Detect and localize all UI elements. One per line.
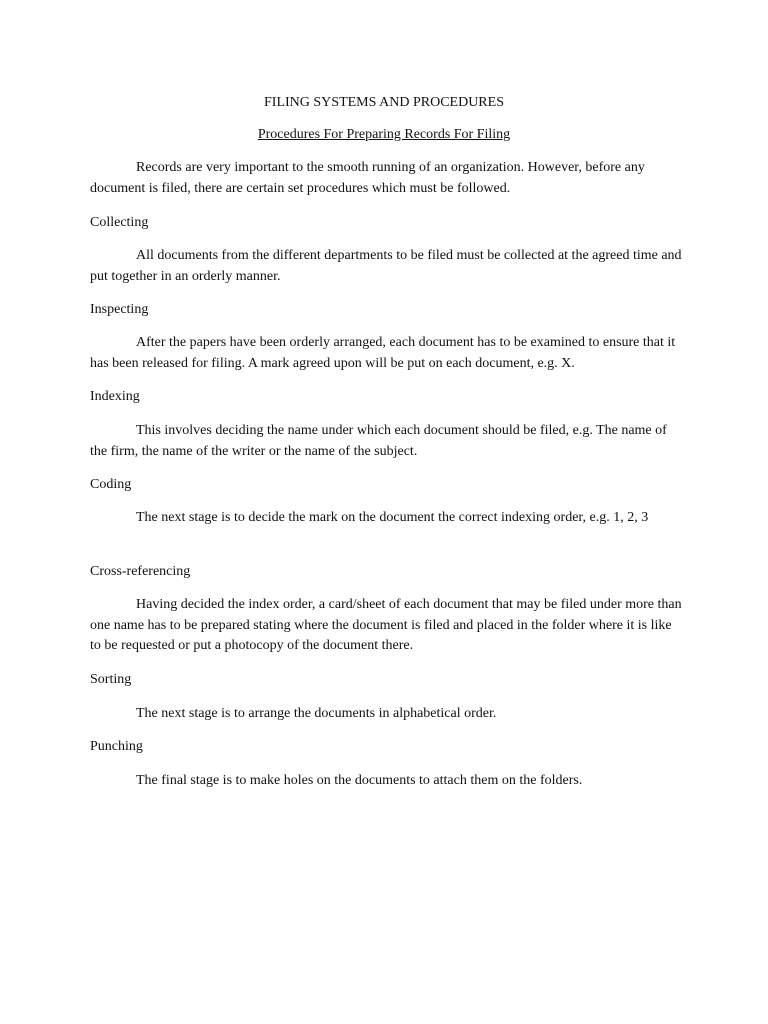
document-title: FILING SYSTEMS AND PROCEDURES — [264, 95, 504, 110]
section-text-sorting: The next stage is to arrange the documents in alphabetical order. — [136, 706, 497, 721]
section-heading-cross-referencing: Cross-referencing — [90, 564, 191, 579]
section-heading-coding: Coding — [90, 477, 132, 492]
section-heading-punching: Punching — [90, 739, 143, 754]
section-heading-indexing: Indexing — [90, 389, 140, 404]
section-text-indexing: This involves deciding the name under which each document should be filed, e.g. The name of the firm, the name of the writer or the name of the subject. — [90, 423, 667, 459]
intro-paragraph: Records are very important to the smooth running of an organization. However, before any document is filed, there are certain set procedures which must be followed. — [90, 160, 645, 196]
section-text-cross-referencing: Having decided the index order, a card/sheet of each document that may be filed under more than one name has to be prepared stating where the document is filed and placed in the folder where it is like to be requested or put a photocopy of the document there. — [90, 597, 682, 653]
section-text-collecting: All documents from the different departments to be filed must be collected at the agreed time and put together in an orderly manner. — [90, 248, 682, 284]
section-text-coding: The next stage is to decide the mark on the document the correct indexing order, e.g. 1, 2, 3 — [136, 510, 649, 525]
section-text-punching: The final stage is to make holes on the documents to attach them on the folders. — [136, 773, 583, 788]
section-heading-sorting: Sorting — [90, 672, 132, 687]
section-text-inspecting: After the papers have been orderly arranged, each document has to be examined to ensure that it has been released for filing. A mark agreed upon will be put on each document, e.g. X. — [90, 335, 676, 371]
document-subtitle: Procedures For Preparing Records For Filing — [257, 127, 511, 142]
section-heading-collecting: Collecting — [90, 215, 149, 230]
section-heading-inspecting: Inspecting — [90, 302, 149, 317]
